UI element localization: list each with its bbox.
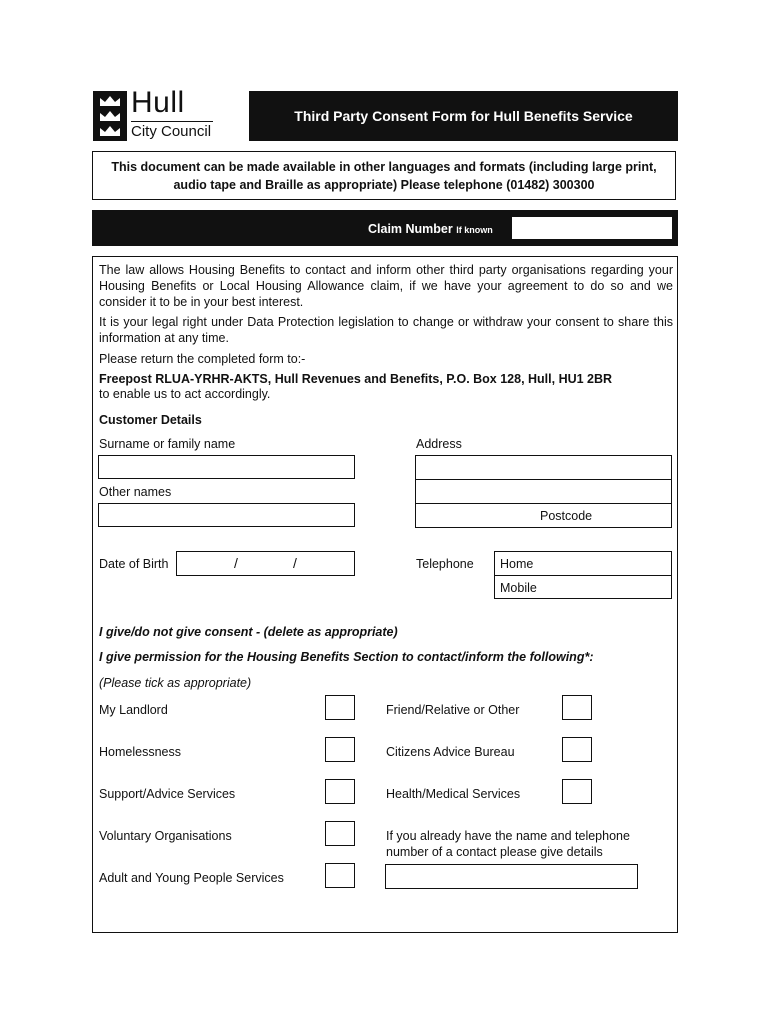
surname-input[interactable] xyxy=(98,455,355,479)
consent-statement: I give/do not give consent - (delete as appropriate) xyxy=(99,625,398,639)
contact-note-line-2: number of a contact please give details xyxy=(386,845,603,859)
address-label: Address xyxy=(416,437,462,451)
claim-number-label xyxy=(368,222,493,236)
option-label-citizens-advice: Citizens Advice Bureau xyxy=(386,745,515,759)
checkbox-homelessness[interactable] xyxy=(325,737,355,762)
date-of-birth-label: Date of Birth xyxy=(99,557,169,571)
checkbox-voluntary-organisations[interactable] xyxy=(325,821,355,846)
return-note: to enable us to act accordingly. xyxy=(99,387,271,401)
mobile-phone-label: Mobile xyxy=(500,581,537,595)
permission-statement: I give permission for the Housing Benefits Section to contact/inform the following*: xyxy=(99,650,594,664)
checkbox-citizens-advice[interactable] xyxy=(562,737,592,762)
checkbox-landlord[interactable] xyxy=(325,695,355,720)
surname-label: Surname or family name xyxy=(99,437,236,451)
other-names-input[interactable] xyxy=(98,503,355,527)
address-field[interactable] xyxy=(415,455,672,528)
logo-hull-text: Hull xyxy=(131,86,185,119)
logo-divider xyxy=(131,121,213,122)
home-phone-label: Home xyxy=(500,557,534,571)
option-label-landlord: My Landlord xyxy=(99,703,168,717)
claim-number-input[interactable] xyxy=(512,217,672,239)
dob-separator: / xyxy=(293,555,297,571)
checkbox-support-advice[interactable] xyxy=(325,779,355,804)
telephone-field[interactable] xyxy=(494,551,672,599)
checkbox-friend-relative[interactable] xyxy=(562,695,592,720)
option-label-voluntary-organisations: Voluntary Organisations xyxy=(99,829,232,843)
checkbox-health-medical[interactable] xyxy=(562,779,592,804)
postcode-label: Postcode xyxy=(540,509,593,523)
contact-note-line-1: If you already have the name and telephone xyxy=(386,829,630,843)
dob-separator: / xyxy=(234,555,238,571)
intro-paragraph-1: The law allows Housing Benefits to contact and inform other third party organisations regarding your Housing Benefits or Local Housing Allowance claim, if we have your agreement to do so and we consider it to be in your best interest. xyxy=(99,263,673,309)
crown-icon xyxy=(99,125,121,137)
telephone-divider xyxy=(495,575,671,576)
claim-number-text: Claim Number xyxy=(368,222,453,236)
accessibility-notice: This document can be made available in other languages and formats (including large print, audio tape and Braille as appropriate) Please telephone (01482) 300300 xyxy=(92,151,676,200)
crown-icon xyxy=(99,110,121,122)
form-title-bar xyxy=(249,91,678,141)
crown-icon xyxy=(99,95,121,107)
checkbox-adult-young-people[interactable] xyxy=(325,863,355,888)
contact-details-input[interactable] xyxy=(385,864,638,889)
council-crest-logo xyxy=(93,91,127,141)
claim-number-hint: If known xyxy=(456,225,493,235)
return-instruction: Please return the completed form to:- xyxy=(99,352,306,366)
option-label-friend-relative: Friend/Relative or Other xyxy=(386,703,520,717)
option-label-adult-young-people: Adult and Young People Services xyxy=(99,871,284,885)
customer-details-heading: Customer Details xyxy=(99,413,202,427)
telephone-label: Telephone xyxy=(416,557,474,571)
date-of-birth-field[interactable] xyxy=(176,551,355,576)
address-line-divider xyxy=(416,503,671,504)
tick-instruction: (Please tick as appropriate) xyxy=(99,676,252,690)
option-label-homelessness: Homelessness xyxy=(99,745,181,759)
form-title: Third Party Consent Form for Hull Benefits Service xyxy=(294,108,633,124)
intro-paragraph-2: It is your legal right under Data Protection legislation to change or withdraw your consent to share this information at any time. xyxy=(99,315,673,345)
return-address: Freepost RLUA-YRHR-AKTS, Hull Revenues and Benefits, P.O. Box 128, Hull, HU1 2BR xyxy=(99,372,613,386)
other-names-label: Other names xyxy=(99,485,172,499)
address-line-divider xyxy=(416,479,671,480)
logo-city-council-text: City Council xyxy=(131,123,212,140)
option-label-support-advice: Support/Advice Services xyxy=(99,787,236,801)
option-label-health-medical: Health/Medical Services xyxy=(386,787,521,801)
